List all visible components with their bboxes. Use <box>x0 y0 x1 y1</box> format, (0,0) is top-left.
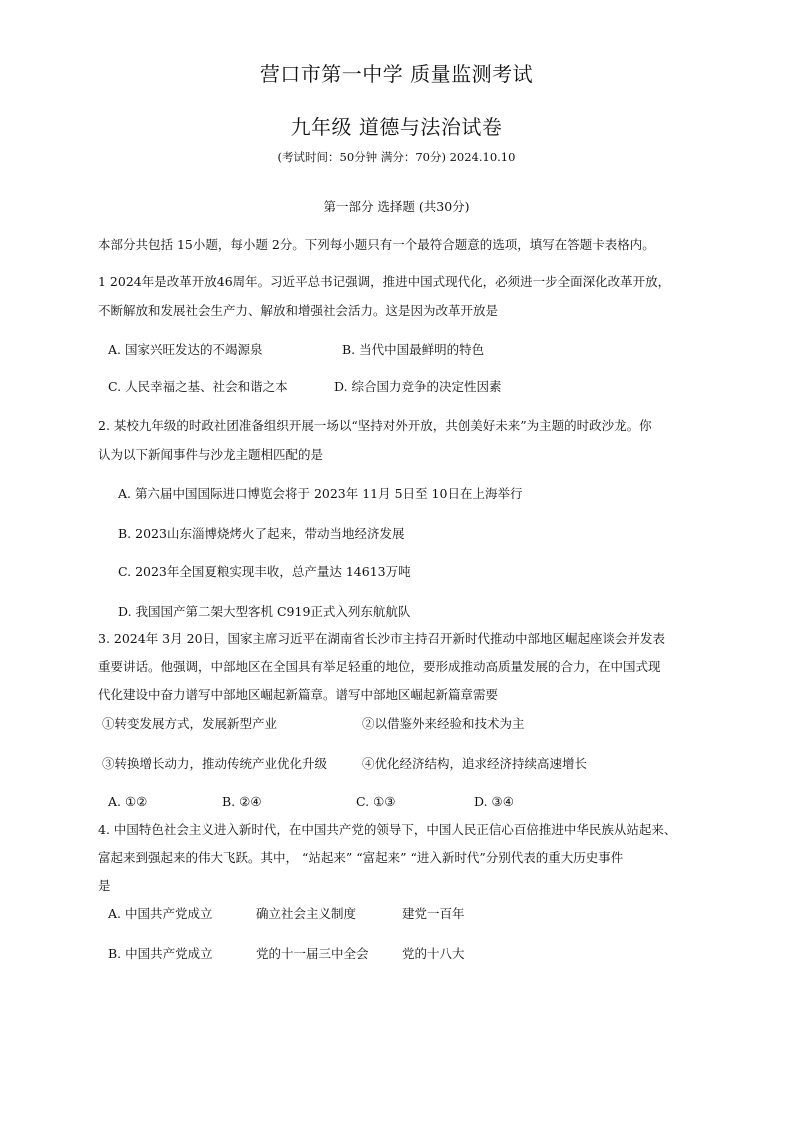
question-2-option-c: C. 2023年全国夏粮实现丰收，总产量达 14613万吨 <box>118 564 411 579</box>
question-2-option-d: D. 我国国产第二架大型客机 C919正式入列东航航队 <box>118 604 411 619</box>
question-4-option-a-part-3: 建党一百年 <box>402 906 465 921</box>
question-3-item-4: ④优化经济结构，追求经济持续高速增长 <box>362 756 588 771</box>
question-4-option-b-part-3: 党的十八大 <box>402 946 465 961</box>
question-3-item-2: ②以借鉴外来经验和技术为主 <box>362 716 525 731</box>
question-4-line-3: 是 <box>98 878 111 893</box>
question-2-option-a: A. 第六届中国国际进口博览会将于 2023年 11月 5日至 10日在上海举行 <box>118 486 523 501</box>
question-1-option-d: D. 综合国力竞争的决定性因素 <box>334 379 502 394</box>
question-1-option-b: B. 当代中国最鲜明的特色 <box>342 342 485 357</box>
exam-info: (考试时间：50分钟 满分：70分) 2024.10.10 <box>277 150 516 164</box>
question-3-option-a: A. ①② <box>108 794 148 809</box>
question-3-option-d: D. ③④ <box>474 794 514 809</box>
question-1-line-1: 1 2024年是改革开放46周年。习近平总书记强调，推进中国式现代化，必须进一步全面深化改革开放， <box>98 274 671 289</box>
question-4-option-b-part-1: B. 中国共产党成立 <box>108 946 213 961</box>
question-2-line-2: 认为以下新闻事件与沙龙主题相匹配的是 <box>98 447 324 462</box>
question-3-option-c: C. ①③ <box>356 794 396 809</box>
question-4-line-1: 4. 中国特色社会主义进入新时代，在中国共产党的领导下，中国人民正信心百倍推进中华民族从站起来、 <box>98 822 677 837</box>
question-3-line-2: 重要讲话。他强调，中部地区在全国具有举足轻重的地位，要形成推动高质量发展的合力，在中国式现 <box>98 659 661 674</box>
question-3-line-1: 3. 2024年 3月 20日，国家主席习近平在湖南省长沙市主持召开新时代推动中部地区崛起座谈会并发表 <box>98 631 666 646</box>
question-3-line-3: 代化建设中奋力谱写中部地区崛起新篇章。谱写中部地区崛起新篇章需要 <box>98 687 499 702</box>
part-instruction: 本部分共包括 15小题，每小题 2分。下列每小题只有一个最符合题意的选项，填写在答题卡表格内。 <box>98 237 655 252</box>
question-1-option-c: C. 人民幸福之基、社会和谐之本 <box>108 379 288 394</box>
question-4-line-2: 富起来到强起来的伟大飞跃。其中， “站起来” “富起来” “进入新时代”分别代表的重大历史事件 <box>98 850 624 865</box>
question-3-item-1: ①转变发展方式，发展新型产业 <box>102 716 278 731</box>
question-4-option-a-part-1: A. 中国共产党成立 <box>108 906 213 921</box>
question-4-option-b-part-2: 党的十一届三中全会 <box>256 946 369 961</box>
exam-subtitle: 九年级 道德与法治试卷 <box>290 115 503 139</box>
question-2-option-b: B. 2023山东淄博烧烤火了起来，带动当地经济发展 <box>118 526 405 541</box>
question-4-option-a-part-2: 确立社会主义制度 <box>256 906 357 921</box>
question-3-item-3: ③转换增长动力，推动传统产业优化升级 <box>102 756 328 771</box>
question-3-option-b: B. ②④ <box>222 794 262 809</box>
question-1-line-2: 不断解放和发展社会生产力、解放和增强社会活力。这是因为改革开放是 <box>98 303 499 318</box>
exam-title: 营口市第一中学 质量监测考试 <box>259 62 534 86</box>
question-2-line-1: 2. 某校九年级的时政社团准备组织开展一场以“坚持对外开放，共创美好未来”为主题的时政沙龙。你 <box>98 418 652 433</box>
question-1-option-a: A. 国家兴旺发达的不竭源泉 <box>108 342 263 357</box>
part-heading: 第一部分 选择题 (共30分) <box>323 199 470 214</box>
